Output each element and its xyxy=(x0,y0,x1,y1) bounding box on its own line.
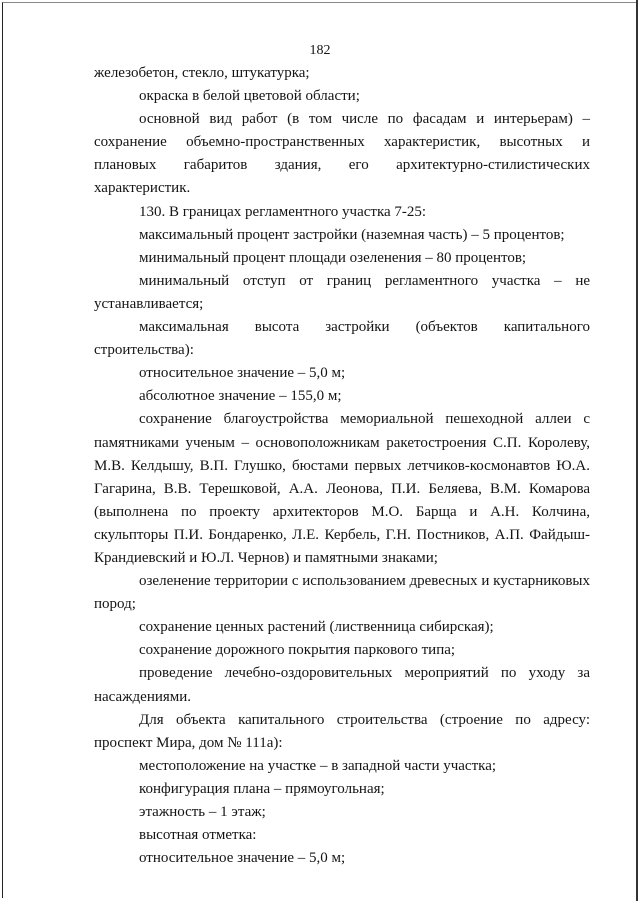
scan-edge-shadow xyxy=(636,0,638,901)
paragraph: минимальный отступ от границ регламентного участка – не устанавливается; xyxy=(94,272,590,312)
paragraph: проведение лечебно-оздоровительных мероприятий по уходу за насаждениями. xyxy=(94,665,590,705)
paragraph: основной вид работ (в том числе по фасадам и интерьерам) – сохранение объемно-пространственных характеристик, высотных и плановых габаритов здания, его архитектурно-стилистических характеристик. xyxy=(94,111,590,197)
paragraph: Для объекта капитального строительства (строение по адресу: проспект Мира, дом № 111а): xyxy=(94,711,590,751)
paragraph: максимальная высота застройки (объектов капитального строительства): xyxy=(94,319,590,359)
paragraph: окраска в белой цветовой области; xyxy=(139,88,360,105)
paragraph: конфигурация плана – прямоугольная; xyxy=(139,780,385,797)
paragraph: озеленение территории с использованием древесных и кустарниковых пород; xyxy=(94,573,590,613)
paragraph: местоположение на участке – в западной части участка; xyxy=(139,757,497,774)
paragraph: минимальный процент площади озеленения – 80 процентов; xyxy=(139,249,527,266)
paragraph: высотная отметка: xyxy=(139,827,257,844)
paragraph: сохранение дорожного покрытия паркового типа; xyxy=(139,642,456,659)
section-heading: 130. В границах регламентного участка 7-25: xyxy=(139,203,427,220)
document-body xyxy=(94,62,590,870)
paragraph: сохранение благоустройства мемориальной пешеходной аллеи с памятниками ученым – основоположникам ракетостроения С.П. Королеву, М.В. Келдышу, В.П. Глушко, бюстами первых летчиков-космонавтов Ю.А. Гагарина, В.В. Терешковой, А.А. Леонова, П.И. Беляева, В.М. Комарова (выполнена по проекту архитекторов М.О. Барща и А.Н. Колчина, скульпторы П.И. Бондаренко, Л.Е. Кербель, Г.Н. Постников, А.П. Файдыш-Крандиевский и Ю.Л. Чернов) и памятными знаками; xyxy=(94,411,590,566)
paragraph: сохранение ценных растений (лиственница сибирская); xyxy=(139,619,494,636)
paragraph: относительное значение – 5,0 м; xyxy=(139,365,346,382)
page-number: 182 xyxy=(309,43,331,58)
paragraph: этажность – 1 этаж; xyxy=(139,804,266,820)
paragraph: абсолютное значение – 155,0 м; xyxy=(139,388,342,405)
paragraph: относительное значение – 5,0 м; xyxy=(139,850,346,867)
paragraph: максимальный процент застройки (наземная часть) – 5 процентов; xyxy=(139,226,565,243)
paragraph: железобетон, стекло, штукатурка; xyxy=(94,65,310,81)
